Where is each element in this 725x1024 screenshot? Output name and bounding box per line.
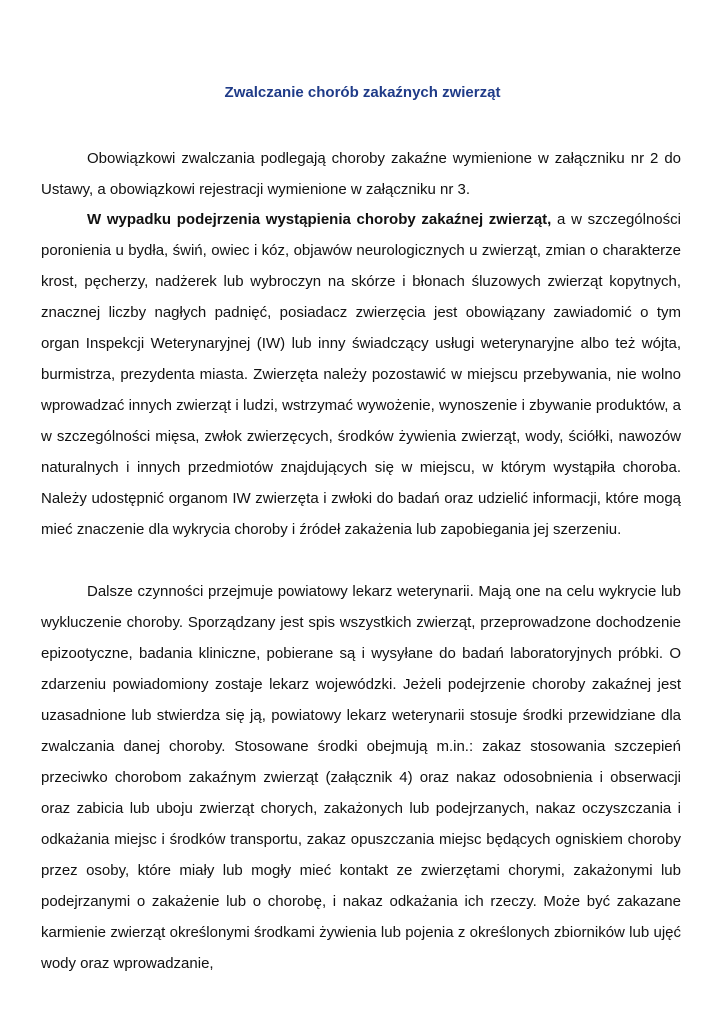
paragraph-2-bold-lead: W wypadku podejrzenia wystąpienia choroby zakaźnej zwierząt, [87,211,552,228]
paragraph-2 [41,204,681,545]
paragraph-1: Obowiązkowi zwalczania podlegają choroby zakaźne wymienione w załączniku nr 2 do Ustawy, a obowiązkowi rejestracji wymienione w załączniku nr 3. [41,150,681,198]
paragraph-3: Dalsze czynności przejmuje powiatowy lekarz weterynarii. Mają one na celu wykrycie lub wykluczenie choroby. Sporządzany jest spis wszystkich zwierząt, przeprowadzone dochodzenie epizootyczne, badania kliniczne, pobierane są i wysyłane do badań laboratoryjnych próbki. O zdarzeniu powiadomiony zostaje lekarz wojewódzki. Jeżeli podejrzenie choroby zakaźnej jest uzasadnione lub stwierdza się ją, powiatowy lekarz weterynarii stosuje środki przewidziane dla zwalczania danej choroby. Stosowane środki obejmują m.in.: zakaz stosowania szczepień przeciwko chorobom zakaźnym zwierząt (załącznik 4) oraz nakaz odosobnienia i obserwacji oraz zabicia lub uboju zwierząt chorych, zakażonych lub podejrzanych, nakaz oczyszczania i odkażania miejsc i środków transportu, zakaz opuszczania miejsc będących ogniskiem choroby przez osoby, które miały lub mogły mieć kontakt ze zwierzętami chorymi, zakażonymi lub podejrzanymi o zakażenie lub o chorobę, i nakaz odkażania ich rzeczy. Może być zakazane karmienie zwierząt określonymi środkami żywienia lub pojenia z określonych zbiorników lub ujęć wody oraz wprowadzanie, [41,583,681,972]
page-title: Zwalczanie chorób zakaźnych zwierząt [224,84,501,101]
paragraph-2-text: a w szczególności poronienia u bydła, świń, owiec i kóz, objawów neurologicznych u zwierząt, zmian o charakterze krost, pęcherzy, nadżerek lub wybroczyn na skórze i błonach śluzowych zwierząt kopytnych, znacznej liczby nagłych padnięć, posiadacz zwierzęcia jest obowiązany zawiadomić o tym organ Inspekcji Weterynaryjnej (IW) lub inny świadczący usługi weterynaryjne albo też wójta, burmistrza, prezydenta miasta. Zwierzęta należy pozostawić w miejscu przebywania, nie wolno wprowadzać innych zwierząt i ludzi, wstrzymać wywożenie, wynoszenie i zbywanie produktów, a w szczególności mięsa, zwłok zwierzęcych, środków żywienia zwierząt, wody, ściółki, nawozów naturalnych i innych przedmiotów znajdujących się w miejscu, w którym wystąpiła choroba. Należy udostępnić organom IW zwierzęta i zwłoki do badań oraz udzielić informacji, które mogą mieć znaczenie dla wykrycia choroby i źródeł zakażenia lub zapobiegania jej szerzeniu. [41,211,681,538]
